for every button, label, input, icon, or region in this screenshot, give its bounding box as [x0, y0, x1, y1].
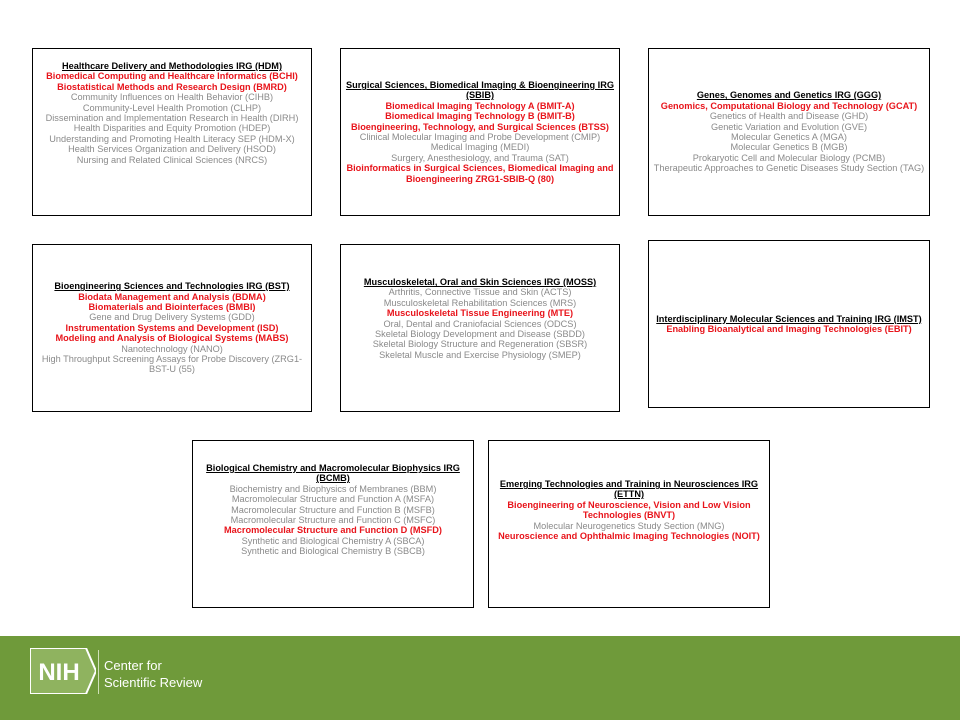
- study-section: Clinical Molecular Imaging and Probe Development (CMIP): [359, 132, 601, 142]
- center-name-line2: Scientific Review: [104, 675, 203, 690]
- study-section-highlighted: Biomaterials and Biointerfaces (BMBI): [88, 301, 256, 312]
- study-section-highlighted: Genomics, Computational Biology and Technology (GCAT): [660, 100, 918, 111]
- study-section: Synthetic and Biological Chemistry A (SBCA): [241, 535, 425, 546]
- study-section: Genetics of Health and Disease (GHD): [709, 111, 869, 122]
- irg-heading: Bioengineering Sciences and Technologies IRG (BST): [54, 281, 290, 292]
- irg-box-hdm: [32, 48, 312, 216]
- irg-box-ettn: [488, 440, 770, 608]
- study-section: Macromolecular Structure and Function B (MSFB): [231, 504, 435, 515]
- study-section: Nanotechnology (NANO): [121, 343, 223, 354]
- center-name: [104, 657, 202, 691]
- footer-divider: [98, 650, 99, 694]
- study-section: Oral, Dental and Craniofacial Sciences (ODCS): [383, 318, 577, 329]
- study-section: High Throughput Screening Assays for Probe Discovery (ZRG1-BST-U (55): [41, 354, 303, 375]
- study-section: Skeletal Biology Structure and Regeneration (SBSR): [372, 339, 588, 350]
- study-section-highlighted: Macromolecular Structure and Function D (MSFD): [224, 525, 442, 536]
- irg-box-bcmb: [192, 440, 474, 608]
- study-section: Molecular Neurogenetics Study Section (MNG): [533, 520, 725, 531]
- study-section-highlighted: Instrumentation Systems and Development (ISD): [65, 322, 279, 333]
- irg-heading: Genes, Genomes and Genetics IRG (GGG): [696, 90, 882, 101]
- center-name-line1: Center for: [104, 658, 162, 673]
- study-section: Skeletal Biology Development and Disease (SBDD): [375, 329, 585, 340]
- study-section: Community-Level Health Promotion (CLHP): [82, 102, 262, 113]
- study-section: Nursing and Related Clinical Sciences (NRCS): [76, 154, 268, 165]
- study-section-highlighted: Biomedical Computing and Healthcare Informatics (BCHI): [46, 71, 298, 82]
- study-section: Musculoskeletal Rehabilitation Sciences (MRS): [383, 297, 577, 308]
- irg-heading: Surgical Sciences, Biomedical Imaging & Bioengineering IRG (SBIB): [345, 79, 615, 101]
- study-section: Therapeutic Approaches to Genetic Diseases Study Section (TAG): [653, 163, 925, 174]
- study-section-highlighted: Modeling and Analysis of Biological Systems (MABS): [55, 333, 289, 344]
- irg-box-bst: [32, 244, 312, 412]
- study-section: Health Services Organization and Delivery (HSOD): [68, 144, 276, 155]
- study-section: Macromolecular Structure and Function A (MSFA): [231, 494, 435, 505]
- study-section: Understanding and Promoting Health Literacy SEP (HDM-X): [49, 133, 295, 144]
- study-section-highlighted: Bioinformatics in Surgical Sciences, Biomedical Imaging and Bioengineering ZRG1-SBIB-Q (80): [346, 163, 614, 184]
- study-section-highlighted: Biodata Management and Analysis (BDMA): [78, 291, 266, 302]
- study-section: Molecular Genetics B (MGB): [730, 142, 848, 153]
- study-section-highlighted: Biostatistical Methods and Research Design (BMRD): [57, 81, 287, 92]
- study-section-highlighted: Biomedical Imaging Technology B (BMIT-B): [385, 111, 575, 122]
- study-section: Arthritis, Connective Tissue and Skin (ACTS): [388, 287, 572, 298]
- study-section-highlighted: Enabling Bioanalytical and Imaging Technologies (EBIT): [666, 324, 912, 334]
- nih-logo: [30, 648, 96, 694]
- study-section: Gene and Drug Delivery Systems (GDD): [89, 312, 255, 323]
- irg-box-moss: [340, 244, 620, 412]
- irg-box-ggg: [648, 48, 930, 216]
- irg-box-sbib: [340, 48, 620, 216]
- nih-logo-text: NIH: [38, 659, 80, 686]
- study-section: Dissemination and Implementation Research in Health (DIRH): [45, 113, 299, 124]
- study-section: Prokaryotic Cell and Molecular Biology (PCMB): [692, 152, 886, 163]
- study-section-highlighted: Musculoskeletal Tissue Engineering (MTE): [386, 308, 574, 319]
- study-section: Macromolecular Structure and Function C (MSFC): [230, 515, 436, 526]
- irg-box-imst: [648, 240, 930, 408]
- irg-heading: Healthcare Delivery and Methodologies IRG (HDM): [61, 61, 283, 71]
- study-section: Genetic Variation and Evolution (GVE): [710, 121, 868, 132]
- irg-heading: Interdisciplinary Molecular Sciences and Training IRG (IMST): [656, 313, 922, 324]
- study-section: Health Disparities and Equity Promotion (HDEP): [73, 123, 271, 134]
- study-section: Surgery, Anesthesiology, and Trauma (SAT): [391, 152, 569, 163]
- irg-heading: Musculoskeletal, Oral and Skin Sciences IRG (MOSS): [363, 277, 597, 287]
- study-section: Synthetic and Biological Chemistry B (SBCB): [241, 546, 425, 557]
- study-section: Molecular Genetics A (MGA): [731, 132, 847, 142]
- study-section-highlighted: Bioengineering, Technology, and Surgical Sciences (BTSS): [351, 121, 609, 132]
- study-section: Medical Imaging (MEDI): [430, 142, 530, 153]
- study-section-highlighted: Neuroscience and Ophthalmic Imaging Technologies (NOIT): [498, 531, 760, 542]
- study-section: Skeletal Muscle and Exercise Physiology (SMEP): [379, 349, 581, 360]
- irg-heading: Biological Chemistry and Macromolecular Biophysics IRG (BCMB): [206, 463, 460, 484]
- study-section-highlighted: Bioengineering of Neuroscience, Vision and Low Vision Technologies (BNVT): [507, 499, 751, 521]
- irg-heading: Emerging Technologies and Training in Neurosciences IRG (ETTN): [499, 479, 759, 500]
- study-section: Community Influences on Health Behavior (CIHB): [70, 92, 274, 103]
- study-section: Biochemistry and Biophysics of Membranes (BBM): [229, 483, 437, 494]
- study-section-highlighted: Biomedical Imaging Technology A (BMIT-A): [385, 100, 575, 111]
